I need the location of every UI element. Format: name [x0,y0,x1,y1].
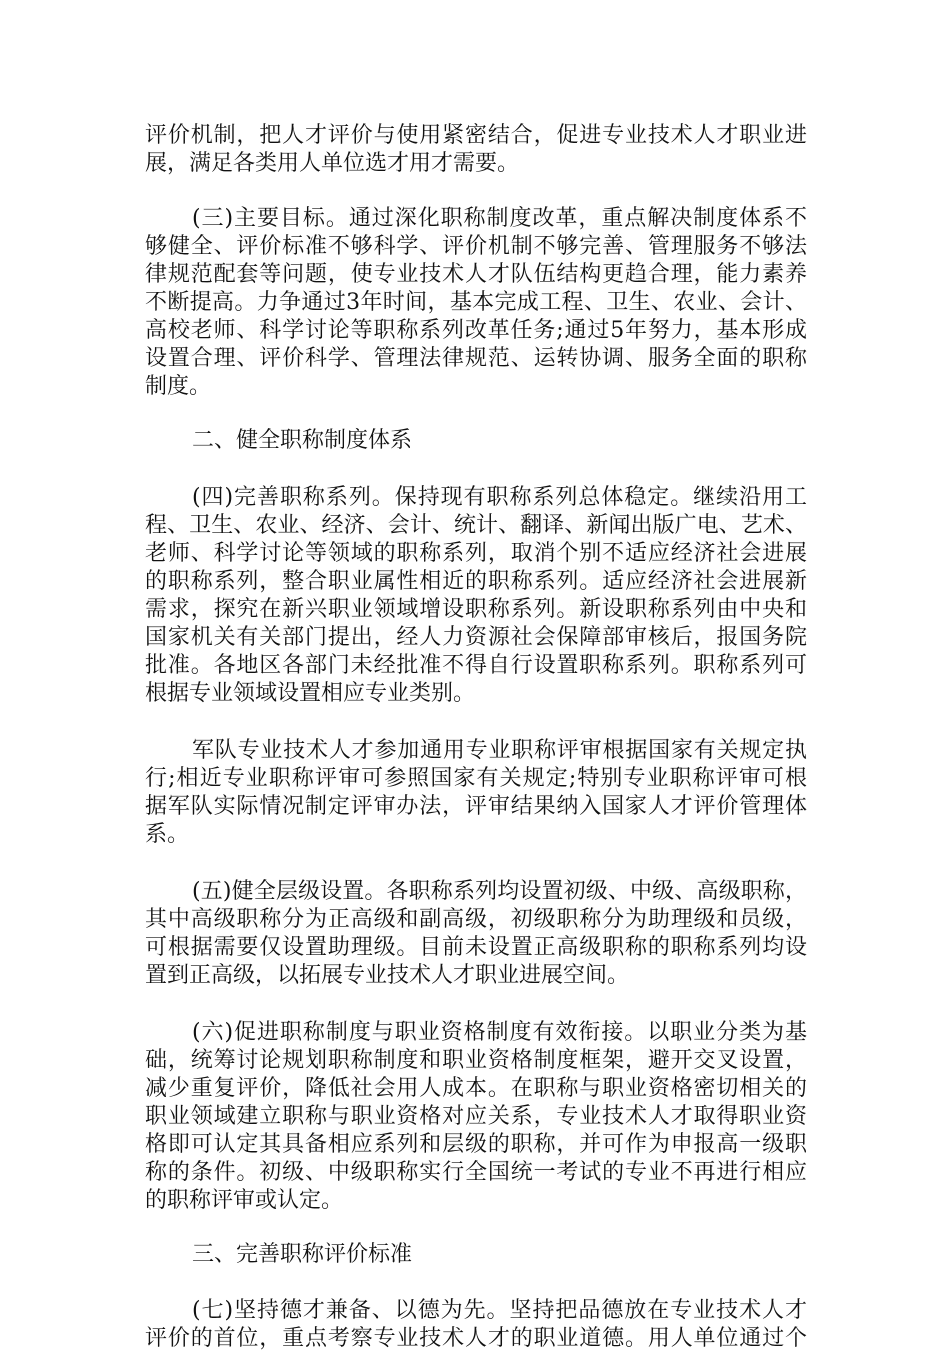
paragraph-line: 根据专业领域设置相应专业类别。 [145,681,476,706]
paragraph-line: (六)促进职称制度与职业资格制度有效衔接。以职业分类为基 [192,1020,807,1045]
paragraph-line: (三)主要目标。通过深化职称制度改革，重点解决制度体系不 [192,206,807,231]
section-heading: 三、完善职称评价标准 [192,1242,413,1267]
paragraph-line: 老师、科学讨论等领域的职称系列，取消个别不适应经济社会进展 [145,541,807,566]
paragraph-line: 制度。 [145,374,212,399]
paragraph-line: (四)完善职称系列。保持现有职称系列总体稳定。继续沿用工 [192,485,807,510]
paragraph-line: 减少重复评价，降低社会用人成本。在职称与职业资格密切相关的 [145,1076,807,1101]
paragraph-line: 可根据需要仅设置助理级。目前未设置正高级职称的职称系列均设 [145,935,807,960]
paragraph-line: 程、卫生、农业、经济、会计、统计、翻译、新闻出版广电、艺术、 [145,513,807,538]
paragraph-line: 称的条件。初级、中级职称实行全国统一考试的专业不再进行相应 [145,1160,807,1185]
paragraph-line: 军队专业技术人才参加通用专业职称评审根据国家有关规定执 [192,738,807,763]
paragraph-line: 据军队实际情况制定评审办法，评审结果纳入国家人才评价管理体 [145,794,807,819]
paragraph-line: 不断提高。力争通过3年时间，基本完成工程、卫生、农业、会计、 [145,290,807,315]
paragraph-line: 置到正高级，以拓展专业技术人才职业进展空间。 [145,963,630,988]
paragraph-line: 高校老师、科学讨论等职称系列改革任务;通过5年努力，基本形成 [145,318,807,343]
paragraph-line: 行;相近专业职称评审可参照国家有关规定;特别专业职称评审可根 [145,766,807,791]
paragraph-line: 需求，探究在新兴职业领域增设职称系列。新设职称系列由中央和 [145,597,807,622]
paragraph-line: (七)坚持德才兼备、以德为先。坚持把品德放在专业技术人才 [192,1298,807,1323]
paragraph-line: 的职称系列，整合职业属性相近的职称系列。适应经济社会进展新 [145,569,807,594]
paragraph-line: (五)健全层级设置。各职称系列均设置初级、中级、高级职称， [192,879,807,904]
paragraph-line: 评价机制，把人才评价与使用紧密结合，促进专业技术人才职业进 [145,123,807,148]
paragraph-line: 其中高级职称分为正高级和副高级，初级职称分为助理级和员级， [145,907,807,932]
paragraph-line: 职业领域建立职称与职业资格对应关系，专业技术人才取得职业资 [145,1104,807,1129]
paragraph-line: 批准。各地区各部门未经批准不得自行设置职称系列。职称系列可 [145,653,807,678]
paragraph-line: 础，统筹讨论规划职称制度和职业资格制度框架，避开交叉设置， [145,1048,807,1073]
paragraph-line: 展，满足各类用人单位选才用才需要。 [145,151,520,176]
paragraph-line: 系。 [145,822,190,847]
paragraph-line: 国家机关有关部门提出，经人力资源社会保障部审核后，报国务院 [145,625,807,650]
paragraph-line: 律规范配套等问题，使专业技术人才队伍结构更趋合理，能力素养 [145,262,807,287]
paragraph-line: 设置合理、评价科学、管理法律规范、运转协调、服务全面的职称 [145,346,807,371]
section-heading: 二、健全职称制度体系 [192,428,413,453]
paragraph-line: 够健全、评价标准不够科学、评价机制不够完善、管理服务不够法 [145,234,807,259]
paragraph-line: 格即可认定其具备相应系列和层级的职称，并可作为申报高一级职 [145,1132,807,1157]
paragraph-line: 评价的首位，重点考察专业技术人才的职业道德。用人单位通过个 [145,1326,807,1351]
paragraph-line: 的职称评审或认定。 [145,1188,344,1213]
